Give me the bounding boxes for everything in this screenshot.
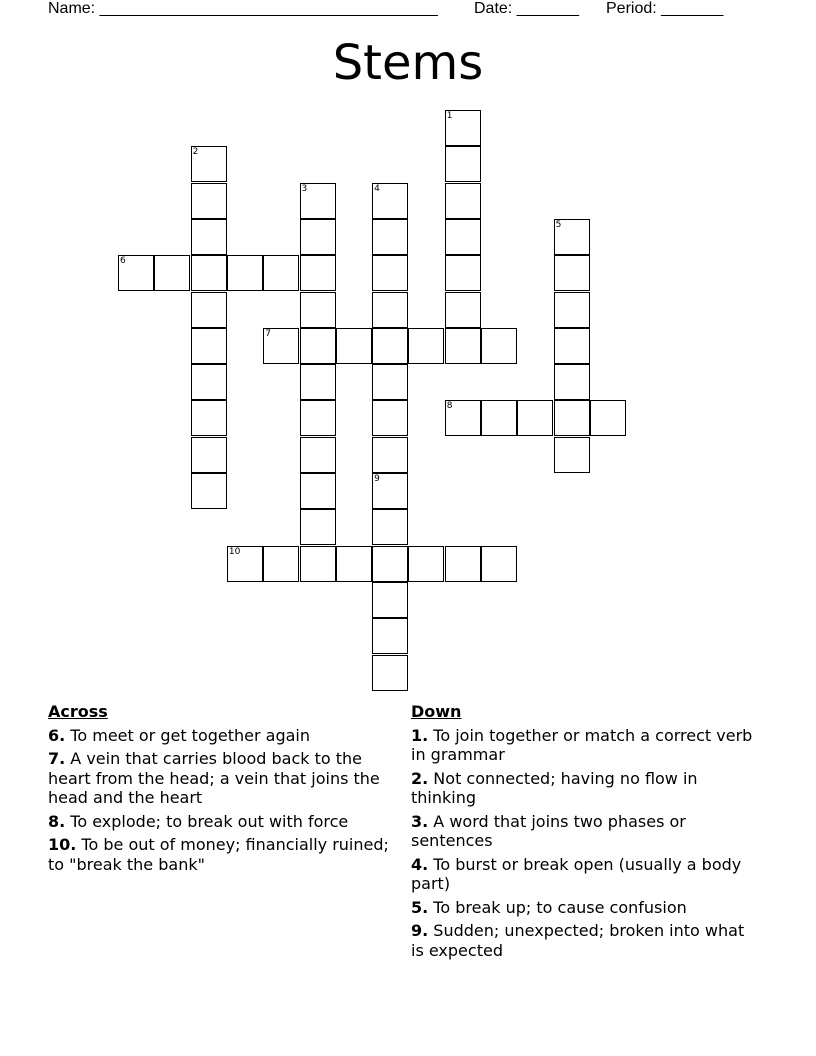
crossword-cell[interactable] [372, 437, 408, 473]
clue-number: 4 [374, 183, 380, 194]
crossword-cell[interactable] [191, 292, 227, 328]
clue-number: 2 [192, 147, 199, 158]
crossword-cell[interactable] [554, 219, 590, 255]
crossword-cell[interactable] [191, 437, 227, 473]
crossword-cell[interactable] [191, 473, 227, 509]
clue-number: 6 [120, 256, 126, 267]
crossword-cell[interactable] [372, 618, 408, 654]
crossword-cell[interactable] [263, 546, 299, 582]
crossword-cell[interactable] [445, 183, 481, 219]
down-clue-list [411, 726, 761, 961]
clue-number: 3 [301, 183, 308, 194]
crossword-cell[interactable] [300, 183, 336, 219]
clue-item [48, 835, 398, 874]
crossword-cell[interactable] [191, 146, 227, 182]
clue-item [411, 898, 761, 918]
crossword-cell[interactable] [118, 255, 154, 291]
across-heading: Across [48, 702, 108, 721]
crossword-cell[interactable] [481, 546, 517, 582]
clue-item-text: Sudden; unexpected; broken into what is expected [411, 921, 745, 960]
crossword-cell[interactable] [372, 219, 408, 255]
clue-item-text: To burst or break open (usually a body part) [411, 854, 742, 893]
crossword-cell[interactable] [263, 328, 299, 364]
clue-item-number: 6. [48, 725, 66, 745]
crossword-cell[interactable] [300, 292, 336, 328]
crossword-cell[interactable] [300, 509, 336, 545]
clue-number: 7 [265, 328, 271, 339]
crossword-cell[interactable] [408, 328, 444, 364]
clue-item [411, 812, 761, 851]
crossword-cell[interactable] [445, 546, 481, 582]
crossword-cell[interactable] [445, 255, 481, 291]
name-field-label: Name: ______________________________________ [48, 0, 438, 17]
crossword-cell[interactable] [191, 255, 227, 291]
crossword-cell[interactable] [481, 400, 517, 436]
crossword-cell[interactable] [445, 146, 481, 182]
crossword-cell[interactable] [300, 437, 336, 473]
crossword-cell[interactable] [372, 255, 408, 291]
crossword-cell[interactable] [408, 546, 444, 582]
crossword-cell[interactable] [590, 400, 626, 436]
clue-item [48, 812, 398, 832]
clue-number: 10 [228, 546, 241, 557]
crossword-cell[interactable] [336, 328, 372, 364]
crossword-cell[interactable] [300, 219, 336, 255]
crossword-cell[interactable] [263, 255, 299, 291]
crossword-cell[interactable] [445, 400, 481, 436]
crossword-cell[interactable] [372, 509, 408, 545]
crossword-cell[interactable] [227, 546, 263, 582]
crossword-cell[interactable] [300, 473, 336, 509]
crossword-cell[interactable] [554, 400, 590, 436]
crossword-cell[interactable] [300, 255, 336, 291]
clue-number: 9 [374, 474, 380, 484]
clue-item-text: A word that joins two phases or sentences [411, 811, 686, 850]
crossword-cell[interactable] [554, 255, 590, 291]
clue-number: 1 [446, 111, 453, 121]
clue-item-number: 2. [411, 768, 429, 788]
clue-item-number: 1. [411, 725, 429, 745]
clue-item-number: 5. [411, 897, 429, 917]
crossword-cell[interactable] [191, 219, 227, 255]
crossword-cell[interactable] [372, 364, 408, 400]
clue-item-number: 10. [48, 835, 77, 854]
crossword-cell[interactable] [372, 328, 408, 364]
crossword-cell[interactable] [554, 437, 590, 473]
across-clues [48, 702, 398, 878]
period-field-label: Period: _______ [606, 0, 724, 17]
crossword-cell[interactable] [191, 328, 227, 364]
crossword-cell[interactable] [554, 364, 590, 400]
clue-item [411, 769, 761, 808]
clue-item-text: A vein that carries blood back to the heart from the head; a vein that joins the head and the heart [48, 749, 380, 807]
clue-item [48, 749, 398, 808]
crossword-cell[interactable] [372, 183, 408, 219]
crossword-cell[interactable] [517, 400, 553, 436]
crossword-cell[interactable] [336, 546, 372, 582]
clue-item-number: 3. [411, 811, 429, 831]
clue-item-text: To explode; to break out with force [65, 811, 349, 831]
crossword-cell[interactable] [227, 255, 263, 291]
crossword-cell[interactable] [445, 292, 481, 328]
crossword-cell[interactable] [481, 328, 517, 364]
clue-item-text: To be out of money; financially ruined; to "break the bank" [48, 835, 389, 874]
down-heading: Down [411, 702, 462, 721]
clue-item-text: Not connected; having no flow in thinking [411, 768, 698, 807]
date-field-label: Date: _______ [474, 0, 579, 17]
crossword-cell[interactable] [191, 400, 227, 436]
crossword-cell[interactable] [372, 546, 408, 582]
clue-item-number: 7. [48, 749, 66, 768]
crossword-cell[interactable] [300, 400, 336, 436]
across-clue-list [48, 726, 398, 875]
crossword-cell[interactable] [300, 546, 336, 582]
clue-item-number: 9. [411, 921, 429, 940]
crossword-cell[interactable] [300, 328, 336, 364]
crossword-cell[interactable] [445, 219, 481, 255]
clue-number: 5 [555, 219, 562, 230]
clue-item [411, 921, 761, 960]
clue-number: 8 [446, 401, 453, 412]
crossword-cell[interactable] [372, 473, 408, 509]
crossword-cell[interactable] [372, 400, 408, 436]
clue-item [411, 855, 761, 894]
page-title: Stems [332, 35, 484, 91]
clue-item-text: To break up; to cause confusion [428, 897, 687, 917]
crossword-cell[interactable] [445, 110, 481, 146]
crossword-cell[interactable] [554, 328, 590, 364]
crossword-cell[interactable] [300, 364, 336, 400]
crossword-cell[interactable] [191, 364, 227, 400]
crossword-cell[interactable] [554, 292, 590, 328]
crossword-cell[interactable] [154, 255, 190, 291]
clue-item [411, 726, 761, 765]
down-clues [411, 702, 761, 964]
crossword-cell[interactable] [372, 582, 408, 618]
clue-item [48, 726, 398, 746]
clue-item-number: 4. [411, 854, 429, 874]
crossword-cell[interactable] [445, 328, 481, 364]
clue-item-text: To meet or get together again [65, 725, 311, 745]
crossword-cell[interactable] [372, 292, 408, 328]
crossword-cell[interactable] [372, 655, 408, 691]
clue-item-number: 8. [48, 811, 66, 831]
clue-item-text: To join together or match a correct verb in grammar [411, 725, 753, 764]
crossword-cell[interactable] [191, 183, 227, 219]
